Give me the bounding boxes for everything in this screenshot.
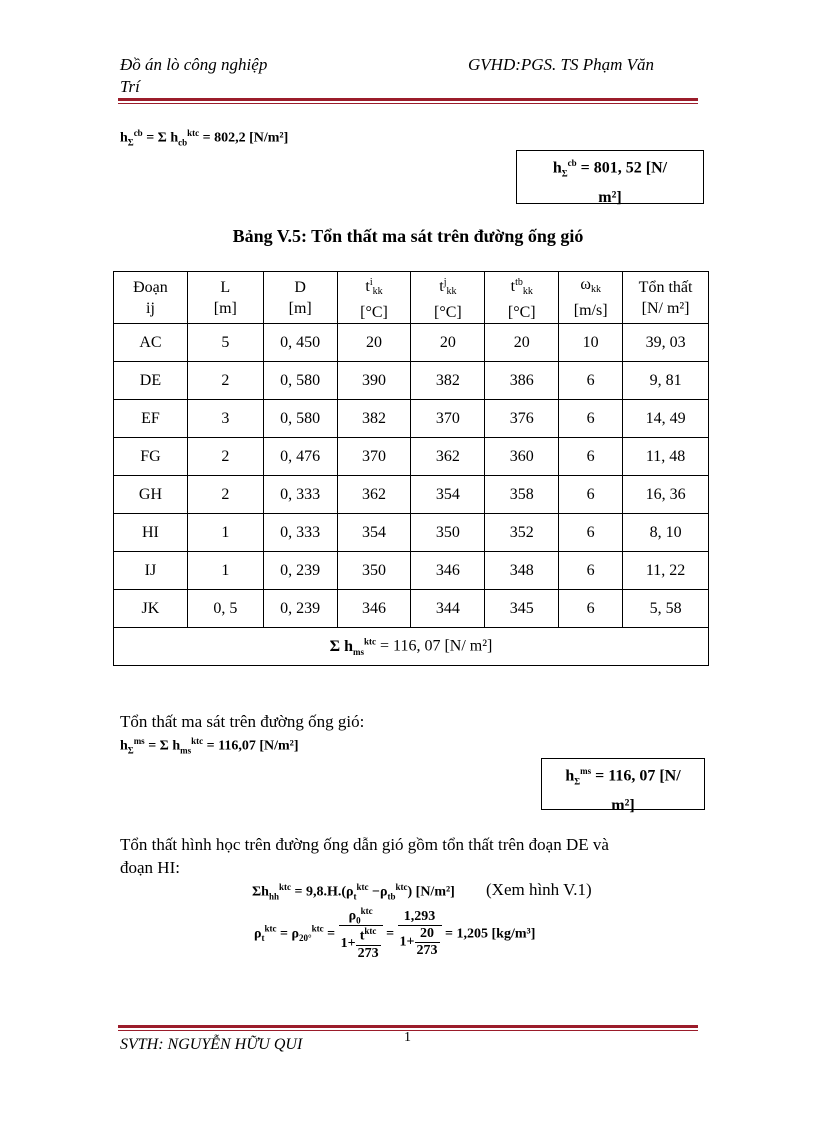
table-cell: 382 (337, 400, 411, 438)
table-cell: 16, 36 (623, 476, 709, 514)
table-cell: 6 (559, 476, 623, 514)
table-cell: 0, 333 (263, 514, 337, 552)
table-cell: 348 (485, 552, 559, 590)
header-rule-thick (118, 98, 698, 101)
table-cell: 11, 48 (623, 438, 709, 476)
table-cell: 0, 333 (263, 476, 337, 514)
col-header-t-outlet: $t^j_{kk}$ [°C] (411, 272, 485, 324)
table-cell: 362 (411, 438, 485, 476)
header-left-title: Đồ án lò công nghiệp (120, 55, 268, 74)
table-total-row: Σ $h_{ms}^{ktc} = 116$, 07 [N/ m²] (114, 628, 709, 666)
table-cell: 6 (559, 590, 623, 628)
friction-loss-table (113, 271, 709, 666)
result-box-ms: $h_\Sigma^{ms} = 116$, 07 [N/ m²] (541, 758, 705, 810)
table-cell: 352 (485, 514, 559, 552)
col-header-t-average: $t^{tb}_{kk}$ [°C] (485, 272, 559, 324)
table-cell: HI (114, 514, 188, 552)
table-cell: 346 (411, 552, 485, 590)
table-cell: 346 (337, 590, 411, 628)
table-cell: EF (114, 400, 188, 438)
table-cell: 20 (485, 324, 559, 362)
page-number: 1 (404, 1030, 411, 1045)
table-cell: 344 (411, 590, 485, 628)
table-cell: 6 (559, 362, 623, 400)
table-cell: 6 (559, 552, 623, 590)
table-cell: 370 (337, 438, 411, 476)
table-row (114, 400, 709, 438)
header-rule-thin (118, 103, 698, 104)
table-cell: DE (114, 362, 188, 400)
table-cell: 2 (187, 476, 263, 514)
fraction-density-general: $\rho_0^{ktc}$ 1+ $\frac{t^{ktc}}{273}$ (339, 906, 383, 962)
table-cell: AC (114, 324, 188, 362)
table-cell: 9, 81 (623, 362, 709, 400)
table-header-row (114, 272, 709, 324)
table-row (114, 552, 709, 590)
table-cell: 370 (411, 400, 485, 438)
table-cell: 0, 580 (263, 400, 337, 438)
table-cell: 8, 10 (623, 514, 709, 552)
table-cell: 0, 239 (263, 590, 337, 628)
table-cell: 386 (485, 362, 559, 400)
table-cell: 0, 580 (263, 362, 337, 400)
para-geometric-loss-cont: đoạn HI: (120, 858, 180, 877)
table-cell: GH (114, 476, 188, 514)
table-row (114, 438, 709, 476)
para-friction-loss: Tổn thất ma sát trên đường ống gió: (120, 712, 365, 731)
table-cell: 6 (559, 514, 623, 552)
table-cell: IJ (114, 552, 188, 590)
equation-density: $\rho_t^{ktc} = \rho_{20^\circ}^{ktc}$ = $\rho_0^{ktc}$ 1+ $\frac{t^{ktc}}{273}$ = 1,293 1+ $\frac{20}{273}$ = 1,205 [kg/m³] (254, 906, 536, 962)
col-header-segment: Đoạn ij (114, 272, 188, 324)
table-cell: 354 (337, 514, 411, 552)
table-cell: 10 (559, 324, 623, 362)
table-row (114, 514, 709, 552)
table-cell: 5 (187, 324, 263, 362)
table-cell: 11, 22 (623, 552, 709, 590)
header-right-title-cont: Trí (120, 77, 140, 96)
footer-student-name: SVTH: NGUYỄN HỮU QUI (120, 1036, 303, 1053)
table-row (114, 324, 709, 362)
equation-ms-total: $h_\Sigma^{ms} = \Sigma$ $h_{ms}^{ktc} = 116,07$ [N/m²] (120, 736, 299, 756)
table-cell: 0, 476 (263, 438, 337, 476)
table-cell: 2 (187, 362, 263, 400)
fraction-density-value: 1,293 1+ $\frac{20}{273}$ (398, 909, 442, 959)
table-row (114, 476, 709, 514)
table-cell: 20 (411, 324, 485, 362)
table-cell: FG (114, 438, 188, 476)
table-cell: 0, 450 (263, 324, 337, 362)
table-cell: 14, 49 (623, 400, 709, 438)
table-cell: 0, 5 (187, 590, 263, 628)
table-cell: 39, 03 (623, 324, 709, 362)
table-cell: 20 (337, 324, 411, 362)
table-cell: 1 (187, 514, 263, 552)
table-cell: 362 (337, 476, 411, 514)
table-cell: 358 (485, 476, 559, 514)
col-header-t-inlet: $t^i_{kk}$ [°C] (337, 272, 411, 324)
footer-rule-thick (118, 1025, 698, 1028)
table-cell: 354 (411, 476, 485, 514)
equation-geometric-loss: $\Sigma h_{hh}^{ktc} = 9,8.H.(\rho_t^{ktc} -\rho_{tb}^{ktc})$ [N/m²] (252, 882, 455, 902)
table-cell: 3 (187, 400, 263, 438)
table-cell: 350 (337, 552, 411, 590)
para-geometric-loss: Tổn thất hình học trên đường ống dẫn gió gồm tổn thất trên đoạn DE và (120, 835, 609, 854)
col-header-length: L [m] (187, 272, 263, 324)
table-cell: 1 (187, 552, 263, 590)
header-right-title: GVHD:PGS. TS Phạm Văn (468, 55, 655, 74)
table-cell: 0, 239 (263, 552, 337, 590)
result-box-cb: $h_\Sigma^{cb} = 801$, 52 [N/ m²] (516, 150, 704, 204)
table-cell: 6 (559, 438, 623, 476)
table-cell: 5, 58 (623, 590, 709, 628)
col-header-velocity: $\omega_{kk}$ [m/s] (559, 272, 623, 324)
table-cell: 345 (485, 590, 559, 628)
table-row (114, 590, 709, 628)
col-header-loss: Tổn thất [N/ m²] (623, 272, 709, 324)
table-cell: 6 (559, 400, 623, 438)
table-cell: 382 (411, 362, 485, 400)
table-cell: 2 (187, 438, 263, 476)
table-cell: 350 (411, 514, 485, 552)
table-cell: JK (114, 590, 188, 628)
col-header-diameter: D [m] (263, 272, 337, 324)
table-title: Bảng V.5: Tổn thất ma sát trên đường ống gió (232, 226, 584, 246)
table-row (114, 362, 709, 400)
table-cell: 376 (485, 400, 559, 438)
figure-reference-note: (Xem hình V.1) (486, 880, 592, 899)
table-cell: 390 (337, 362, 411, 400)
table-cell: 360 (485, 438, 559, 476)
equation-cb-total: $h_\Sigma^{cb} = \Sigma$ $h_{cb}^{ktc} = 802,2$ [N/m²] (120, 128, 289, 148)
